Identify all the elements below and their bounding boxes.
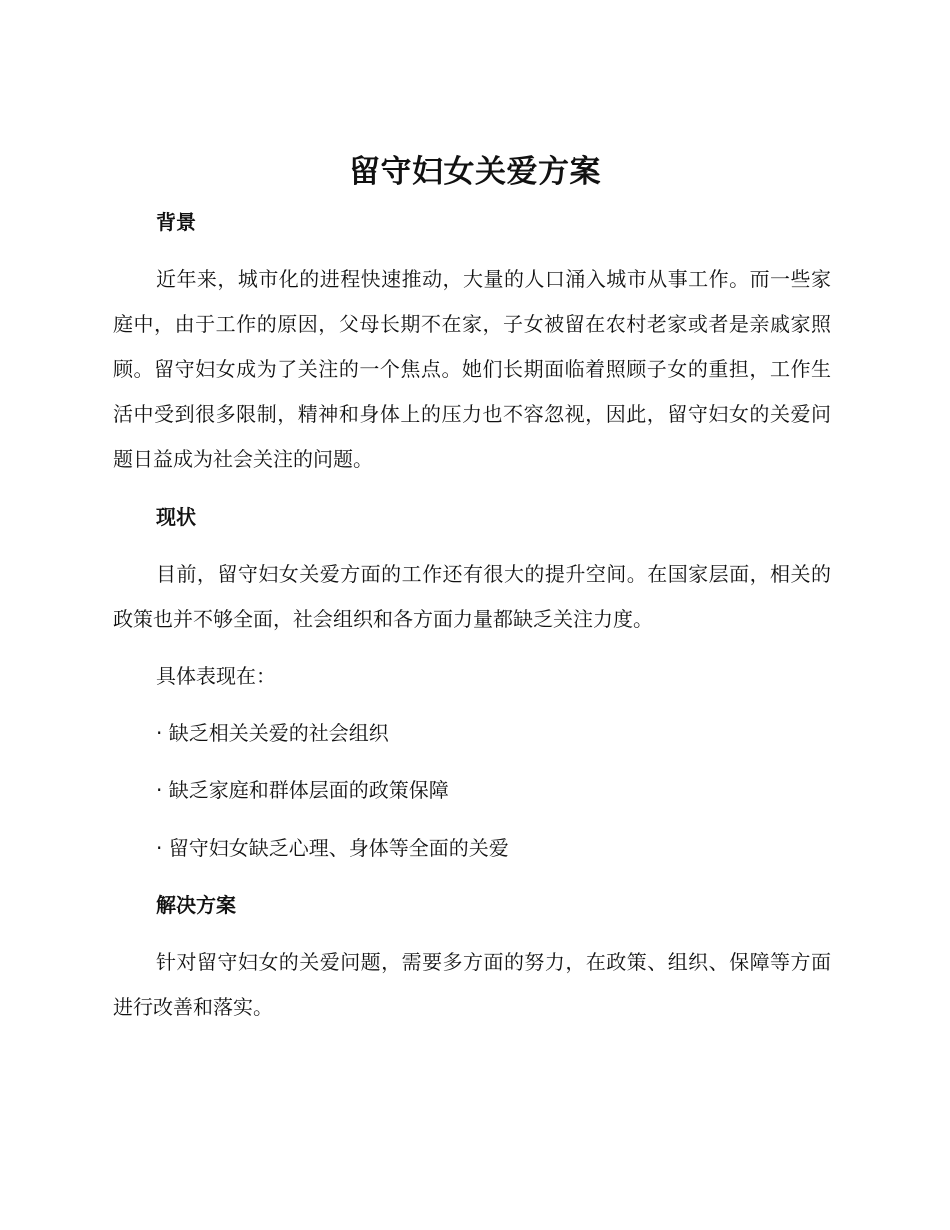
section-heading-background: 背景	[156, 210, 196, 234]
status-intro: 具体表现在：	[156, 664, 276, 688]
list-item: · 缺乏相关关爱的社会组织	[156, 721, 389, 745]
section-heading-status: 现状	[156, 505, 196, 529]
document-title: 留守妇女关爱方案	[349, 154, 601, 190]
background-paragraph: 近年来，城市化的进程快速推动，大量的人口涌入城市从事工作。而一些家庭中，由于工作的原因，父母长期不在家，子女被留在农村老家或者是亲戚家照顾。留守妇女成为了关注的一个焦点。她们长期面临着照顾子女的重担，工作生活中受到很多限制，精神和身体上的压力也不容忽视，因此，留守妇女的关爱问题日益成为社会关注的问题。	[113, 267, 831, 471]
list-item: · 缺乏家庭和群体层面的政策保障	[156, 778, 449, 802]
section-heading-solution: 解决方案	[156, 893, 236, 917]
status-paragraph: 目前，留守妇女关爱方面的工作还有很大的提升空间。在国家层面，相关的政策也并不够全面，社会组织和各方面力量都缺乏关注力度。	[113, 562, 831, 631]
solution-paragraph: 针对留守妇女的关爱问题，需要多方面的努力，在政策、组织、保障等方面进行改善和落实。	[113, 950, 831, 1019]
list-item: · 留守妇女缺乏心理、身体等全面的关爱	[156, 836, 509, 860]
